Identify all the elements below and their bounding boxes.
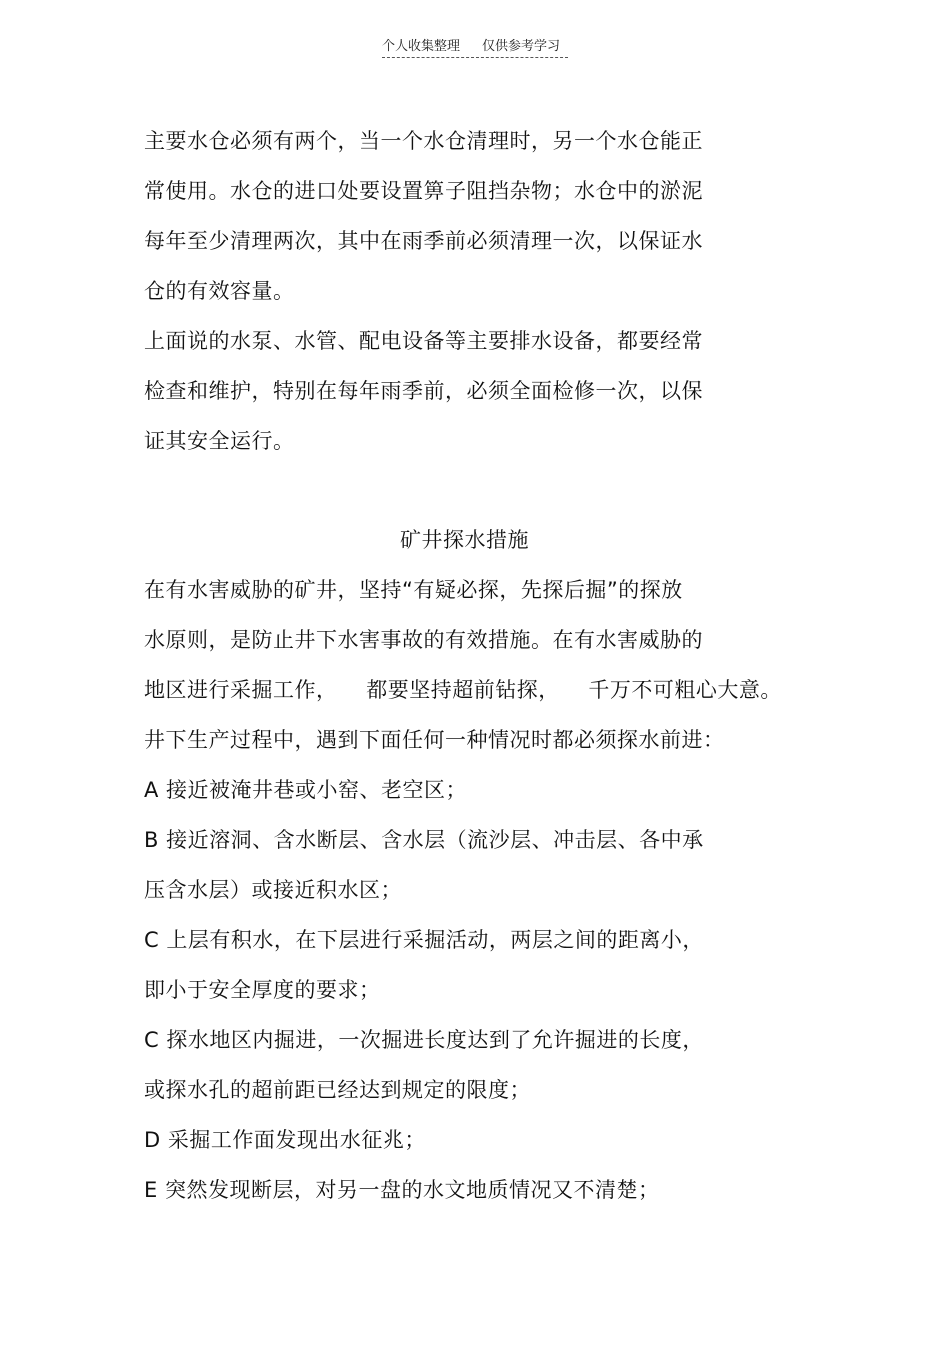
list-item: C 探水地区内掘进，一次掘进长度达到了允许掘进的长度，: [144, 1028, 704, 1052]
list-item: A 接近被淹井巷或小窑、老空区；: [144, 778, 468, 802]
list-item: 即小于安全厚度的要求；: [144, 978, 381, 1002]
list-item: B 接近溶洞、含水断层、含水层（流沙层、冲击层、各中承: [144, 828, 704, 852]
paragraph-line: 上面说的水泵、水管、配电设备等主要排水设备，都要经常: [144, 329, 703, 353]
paragraph-line: 每年至少清理两次，其中在雨季前必须清理一次，以保证水: [144, 229, 703, 253]
paragraph-line: 地区进行采掘工作， 都要坚持超前钻探， 千万不可粗心大意。: [144, 678, 782, 702]
paragraph-line: 主要水仓必须有两个，当一个水仓清理时，另一个水仓能正: [144, 129, 703, 153]
paragraph-line: 仓的有效容量。: [144, 279, 295, 303]
section-title: 矿井探水措施: [400, 528, 529, 552]
list-item: E 突然发现断层，对另一盘的水文地质情况又不清楚；: [144, 1178, 660, 1202]
header-left-text: 个人收集整理: [382, 39, 461, 54]
paragraph-line: 证其安全运行。: [144, 429, 295, 453]
paragraph-line: 水原则，是防止井下水害事故的有效措施。在有水害威胁的: [144, 628, 703, 652]
list-item: 压含水层）或接近积水区；: [144, 878, 402, 902]
list-item: D 采掘工作面发现出水征兆；: [144, 1128, 426, 1152]
page-header: [382, 38, 568, 58]
paragraph-line: 常使用。水仓的进口处要设置箅子阻挡杂物；水仓中的淤泥: [144, 179, 703, 203]
list-item: C 上层有积水，在下层进行采掘活动，两层之间的距离小，: [144, 928, 704, 952]
paragraph-line: 在有水害威胁的矿井，坚持“有疑必探，先探后掘”的探放: [144, 578, 683, 602]
paragraph-line: 井下生产过程中，遇到下面任何一种情况时都必须探水前进：: [144, 728, 725, 752]
header-right-text: 仅供参考学习: [482, 39, 561, 54]
paragraph-line: 检查和维护，特别在每年雨季前，必须全面检修一次，以保: [144, 379, 703, 403]
list-item: 或探水孔的超前距已经达到规定的限度；: [144, 1078, 531, 1102]
